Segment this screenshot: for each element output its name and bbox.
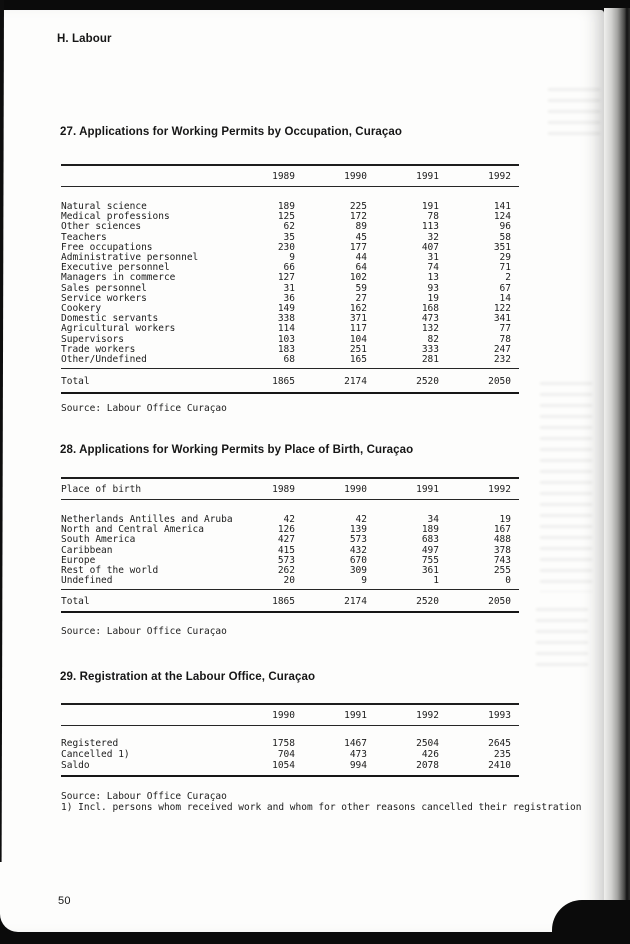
row-value: 27: [355, 292, 367, 304]
table-27-title: 27. Applications for Working Permits by Occupation, Curaçao: [60, 126, 403, 138]
row-value: 994: [349, 760, 367, 771]
year-header: 1992: [416, 709, 439, 721]
row-label: Saldo: [61, 760, 90, 771]
row-label: Rest of the world: [61, 565, 159, 577]
row-value: 235: [493, 749, 511, 760]
row-value: 20: [283, 575, 295, 587]
table-29-title: 29. Registration at the Labour Office, Curaçao: [60, 671, 316, 683]
row-value: 93: [427, 282, 439, 294]
row-value: 45: [355, 231, 367, 243]
year-header: 1992: [488, 483, 511, 495]
table-29-body: [61, 726, 519, 775]
showthrough-artifact: [540, 382, 592, 592]
row-value: 124: [493, 211, 511, 223]
table-29: [61, 703, 519, 777]
showthrough-artifact: [536, 608, 588, 672]
row-value: 262: [277, 565, 295, 577]
row-value: 177: [349, 241, 367, 253]
row-value: 670: [349, 554, 367, 566]
row-value: 247: [493, 343, 511, 355]
table-28-title: 28. Applications for Working Permits by Place of Birth, Curaçao: [60, 444, 414, 456]
row-value: 0: [505, 575, 511, 587]
row-value: 31: [427, 252, 439, 264]
stub-header: Place of birth: [61, 483, 142, 495]
row-value: 167: [493, 524, 511, 536]
row-value: 32: [427, 231, 439, 243]
row-label: Domestic servants: [61, 313, 159, 325]
scan-page-edge-right: [604, 8, 630, 934]
row-label: Natural science: [61, 201, 147, 212]
source-line: Source: Labour Office Curaçao: [61, 403, 227, 414]
row-label: Executive personnel: [61, 262, 170, 274]
row-value: 371: [349, 313, 367, 325]
row-value: 103: [277, 333, 295, 345]
row-value: 19: [427, 292, 439, 304]
total-value: 1865: [272, 596, 295, 608]
total-value: 2050: [488, 376, 511, 388]
row-value: 44: [355, 252, 367, 264]
row-value: 36: [283, 292, 295, 304]
table-27-header-row: [61, 166, 519, 186]
year-header: 1989: [272, 483, 295, 495]
total-row: [61, 590, 519, 611]
row-value: 168: [421, 303, 439, 315]
row-value: 141: [493, 201, 511, 212]
row-value: 338: [277, 313, 295, 325]
year-header: 1991: [344, 709, 367, 721]
table-row: [61, 576, 519, 586]
year-header: 1993: [488, 709, 511, 721]
table-27-body: [61, 187, 519, 368]
row-value: 2504: [416, 738, 439, 749]
total-label: Total: [61, 596, 90, 608]
row-value: 13: [427, 272, 439, 284]
row-value: 2410: [488, 760, 511, 771]
row-label: Cookery: [61, 303, 102, 315]
row-value: 473: [421, 313, 439, 325]
source-line: Source: Labour Office Curaçao: [61, 791, 227, 802]
year-header: 1991: [416, 483, 439, 495]
scanned-page: [0, 10, 604, 932]
row-value: 122: [493, 303, 511, 315]
row-label: Service workers: [61, 292, 147, 304]
row-value: 29: [499, 252, 511, 264]
row-value: 117: [349, 323, 367, 335]
year-header: 1989: [272, 170, 295, 182]
row-value: 2: [505, 272, 511, 284]
footnote-line: 1) Incl. persons whom received work and whom for other reasons cancelled their registration: [61, 801, 582, 813]
row-value: 42: [283, 514, 295, 525]
row-value: 162: [349, 303, 367, 315]
row-value: 35: [283, 231, 295, 243]
row-value: 19: [499, 514, 511, 525]
row-label: Netherlands Antilles and Aruba: [61, 514, 233, 525]
row-value: 126: [277, 524, 295, 536]
row-value: 78: [499, 333, 511, 345]
row-value: 104: [349, 333, 367, 345]
row-label: Managers in commerce: [61, 272, 176, 284]
row-label: North and Central America: [61, 524, 204, 536]
table-rule-bottom: [61, 392, 519, 394]
row-value: 573: [277, 554, 295, 566]
row-value: 251: [349, 343, 367, 355]
row-value: 64: [355, 262, 367, 274]
row-value: 281: [421, 354, 439, 366]
row-label: Caribbean: [61, 544, 113, 556]
row-value: 255: [493, 565, 511, 577]
row-value: 132: [421, 323, 439, 335]
row-value: 127: [277, 272, 295, 284]
row-value: 378: [493, 544, 511, 556]
row-label: Undefined: [61, 575, 113, 587]
row-value: 361: [421, 565, 439, 577]
row-value: 191: [421, 201, 439, 212]
table-28-header-row: [61, 479, 519, 499]
row-value: 14: [499, 292, 511, 304]
row-value: 755: [421, 554, 439, 566]
row-value: 74: [427, 262, 439, 274]
total-row: [61, 369, 519, 392]
total-value: 2520: [416, 596, 439, 608]
total-value: 2174: [344, 596, 367, 608]
row-value: 139: [349, 524, 367, 536]
row-value: 426: [421, 749, 439, 760]
table-rule-bottom: [61, 775, 519, 777]
table-row: [61, 760, 519, 771]
row-value: 1758: [272, 738, 295, 749]
row-value: 473: [349, 749, 367, 760]
total-label: Total: [61, 376, 90, 388]
row-value: 78: [427, 211, 439, 223]
row-value: 71: [499, 262, 511, 274]
row-value: 89: [355, 221, 367, 233]
row-value: 333: [421, 343, 439, 355]
row-value: 68: [283, 354, 295, 366]
page-number: 50: [58, 895, 71, 907]
row-value: 230: [277, 241, 295, 253]
row-label: South America: [61, 534, 136, 546]
table-row: [61, 749, 519, 760]
row-label: Medical professions: [61, 211, 170, 223]
row-value: 2078: [416, 760, 439, 771]
row-value: 189: [421, 524, 439, 536]
row-value: 165: [349, 354, 367, 366]
row-value: 232: [493, 354, 511, 366]
row-value: 77: [499, 323, 511, 335]
total-value: 2520: [416, 376, 439, 388]
row-value: 309: [349, 565, 367, 577]
row-value: 34: [427, 514, 439, 525]
year-header: 1990: [344, 483, 367, 495]
row-value: 62: [283, 221, 295, 233]
row-value: 31: [283, 282, 295, 294]
table-29-header-row: [61, 705, 519, 725]
row-value: 66: [283, 262, 295, 274]
row-value: 415: [277, 544, 295, 556]
row-label: Agricultural workers: [61, 323, 176, 335]
row-value: 125: [277, 211, 295, 223]
row-value: 172: [349, 211, 367, 223]
table-28: [61, 477, 519, 613]
table-rule-bottom: [61, 611, 519, 613]
row-value: 82: [427, 333, 439, 345]
chapter-header: H. Labour: [57, 33, 112, 45]
row-value: 189: [277, 201, 295, 212]
total-value: 2174: [344, 376, 367, 388]
row-value: 683: [421, 534, 439, 546]
row-value: 225: [349, 201, 367, 212]
row-label: Teachers: [61, 231, 107, 243]
row-label: Other/Undefined: [61, 354, 147, 366]
row-value: 573: [349, 534, 367, 546]
year-header: 1992: [488, 170, 511, 182]
row-value: 1467: [344, 738, 367, 749]
row-value: 42: [355, 514, 367, 525]
row-value: 407: [421, 241, 439, 253]
row-value: 113: [421, 221, 439, 233]
row-label: Europe: [61, 554, 96, 566]
row-value: 149: [277, 303, 295, 315]
row-value: 2645: [488, 738, 511, 749]
row-value: 9: [289, 252, 295, 264]
row-value: 96: [499, 221, 511, 233]
row-label: Cancelled 1): [61, 749, 130, 760]
source-line: Source: Labour Office Curaçao: [61, 626, 227, 637]
row-label: Supervisors: [61, 333, 124, 345]
row-label: Free occupations: [61, 241, 153, 253]
row-value: 743: [493, 554, 511, 566]
table-row: [61, 355, 519, 365]
row-label: Other sciences: [61, 221, 142, 233]
row-value: 58: [499, 231, 511, 243]
showthrough-artifact: [548, 88, 600, 140]
row-label: Trade workers: [61, 343, 136, 355]
row-value: 704: [277, 749, 295, 760]
row-label: Sales personnel: [61, 282, 147, 294]
row-value: 1: [433, 575, 439, 587]
row-value: 497: [421, 544, 439, 556]
total-value: 1865: [272, 376, 295, 388]
year-header: 1990: [344, 170, 367, 182]
row-value: 427: [277, 534, 295, 546]
row-label: Administrative personnel: [61, 252, 199, 264]
row-value: 488: [493, 534, 511, 546]
row-value: 59: [355, 282, 367, 294]
row-label: Registered: [61, 738, 119, 749]
row-value: 102: [349, 272, 367, 284]
table-row: [61, 738, 519, 749]
row-value: 67: [499, 282, 511, 294]
table-28-body: [61, 500, 519, 589]
row-value: 351: [493, 241, 511, 253]
row-value: 341: [493, 313, 511, 325]
table-27: [61, 164, 519, 394]
total-value: 2050: [488, 596, 511, 608]
row-value: 432: [349, 544, 367, 556]
row-value: 1054: [272, 760, 295, 771]
row-value: 114: [277, 323, 295, 335]
row-value: 9: [361, 575, 367, 587]
year-header: 1990: [272, 709, 295, 721]
row-value: 183: [277, 343, 295, 355]
source-and-footnote: [61, 792, 581, 813]
scan-corner-bottom-right: [552, 900, 630, 944]
year-header: 1991: [416, 170, 439, 182]
